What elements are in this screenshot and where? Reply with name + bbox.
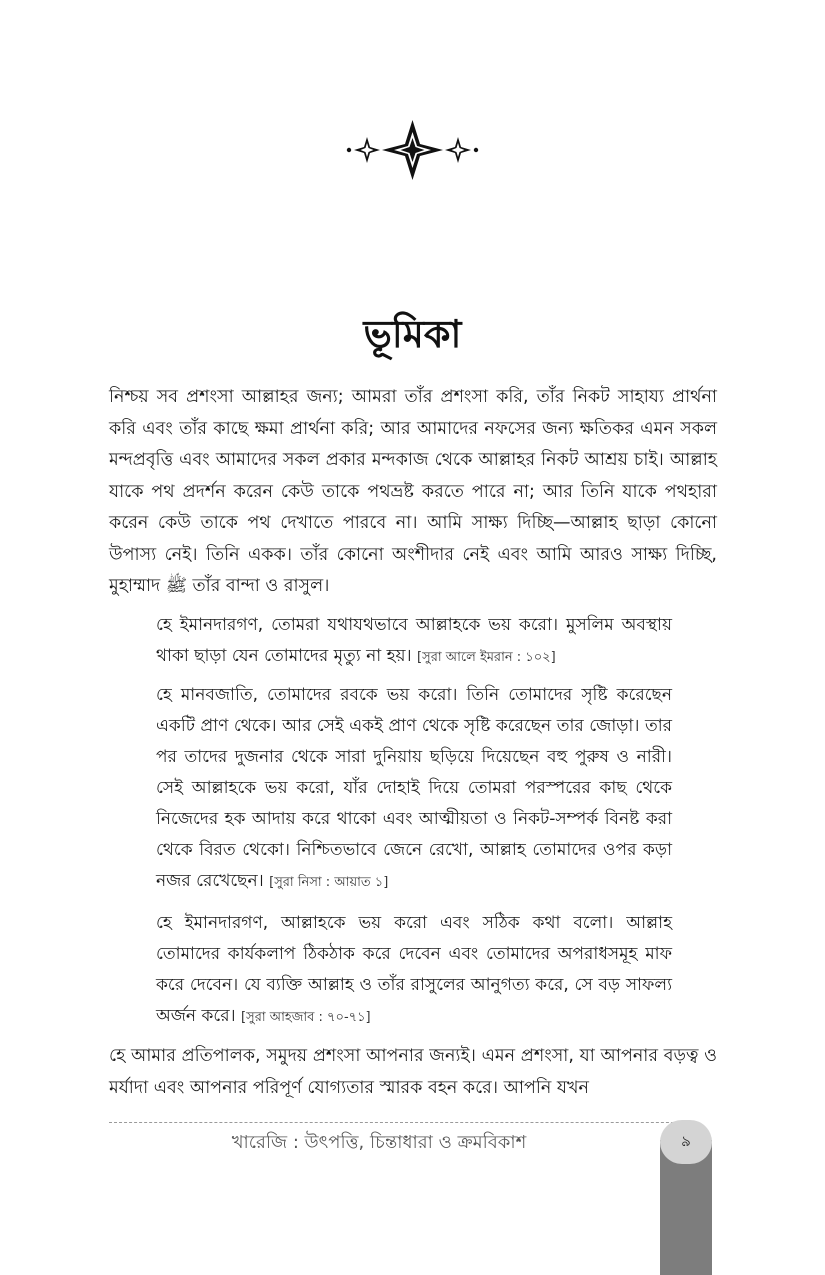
footer-book-title: খারেজি : উৎপত্তি, চিন্তাধারা ও ক্রমবিকাশ — [231, 1132, 527, 1153]
quote-text: হে মানবজাতি, তোমাদের রবকে ভয় করো। তিনি তোমাদের সৃষ্টি করেছেন একটি প্রাণ থেকে। আর সেই একই প্রাণ থেকে সৃষ্টি করেছেন তার জোড়া। তার পর তাদের দুজনার থেকে সারা দুনিয়ায় ছড়িয়ে দিয়েছেন বহু পুরুষ ও নারী। সেই আল্লাহকে ভয় করো, যাঁর দোহাই দিয়ে তোমরা পরস্পরের কাছ থেকে নিজেদের হক আদায় করে থাকো এবং আত্মীয়তা ও নিকট-সম্পর্ক বিনষ্ট করা থেকে বিরত থেকো। নিশ্চিতভাবে জেনে রেখো, আল্লাহ তোমাদের ওপর কড়া নজর রেখেছেন। — [156, 685, 672, 891]
intro-paragraph: নিশ্চয় সব প্রশংসা আল্লাহর জন্য; আমরা তাঁর প্রশংসা করি, তাঁর নিকট সাহায্য প্রার্থনা করি এবং তাঁর কাছে ক্ষমা প্রার্থনা করি; আর আমাদের নফসের জন্য ক্ষতিকর এমন সকল মন্দপ্রবৃত্তি এবং আমাদের সকল প্রকার মন্দকাজ থেকে আল্লাহর নিকট আশ্রয় চাই। আল্লাহ যাকে পথ প্রদর্শন করেন কেউ তাকে পথভ্রষ্ট করতে পারে না; আর তিনি যাকে পথহারা করেন কেউ তাকে পথ দেখাতে পারবে না। আমি সাক্ষ্য দিচ্ছি—আল্লাহ ছাড়া কোনো উপাস্য নেই। তিনি একক। তাঁর কোনো অংশীদার নেই এবং আমি আরও সাক্ষ্য দিচ্ছি, মুহাম্মাদ ﷺ তাঁর বান্দা ও রাসুল। — [109, 387, 717, 596]
page-title: ভূমিকা — [363, 312, 462, 356]
quote-reference: [সুরা আহজাব : ৭০-৭১] — [241, 1010, 371, 1025]
page-number: ৯ — [660, 1120, 712, 1164]
star-ornament-icon — [345, 118, 480, 182]
closing-paragraph: হে আমার প্রতিপালক, সমুদয় প্রশংসা আপনার জন্যই। এমন প্রশংসা, যা আপনার বড়ত্ব ও মর্যাদা এবং আপনার পরিপূর্ণ যোগ্যতার স্মারক বহন করে। আপনি যখন — [109, 1046, 717, 1098]
footer-divider — [109, 1122, 694, 1123]
quote-block — [156, 610, 672, 673]
quote-text: হে ইমানদারগণ, আল্লাহকে ভয় করো এবং সঠিক কথা বলো। আল্লাহ তোমাদের কার্যকলাপ ঠিকঠাক করে দেবেন এবং তোমাদের অপরাধসমূহ মাফ করে দেবেন। যে ব্যক্তি আল্লাহ ও তাঁর রাসুলের আনুগত্য করে, সে বড় সাফল্য অর্জন করে। — [156, 913, 672, 1026]
quote-text: হে ইমানদারগণ, তোমরা যথাযথভাবে আল্লাহকে ভয় করো। মুসলিম অবস্থায় থাকা ছাড়া যেন তোমাদের মৃত্যু না হয়। — [156, 615, 672, 666]
quote-reference: [সুরা আলে ইমরান : ১০২] — [417, 650, 556, 665]
quote-block — [156, 908, 672, 1033]
quote-block — [156, 680, 672, 898]
quote-reference: [সুরা নিসা : আয়াত ১] — [269, 875, 389, 890]
